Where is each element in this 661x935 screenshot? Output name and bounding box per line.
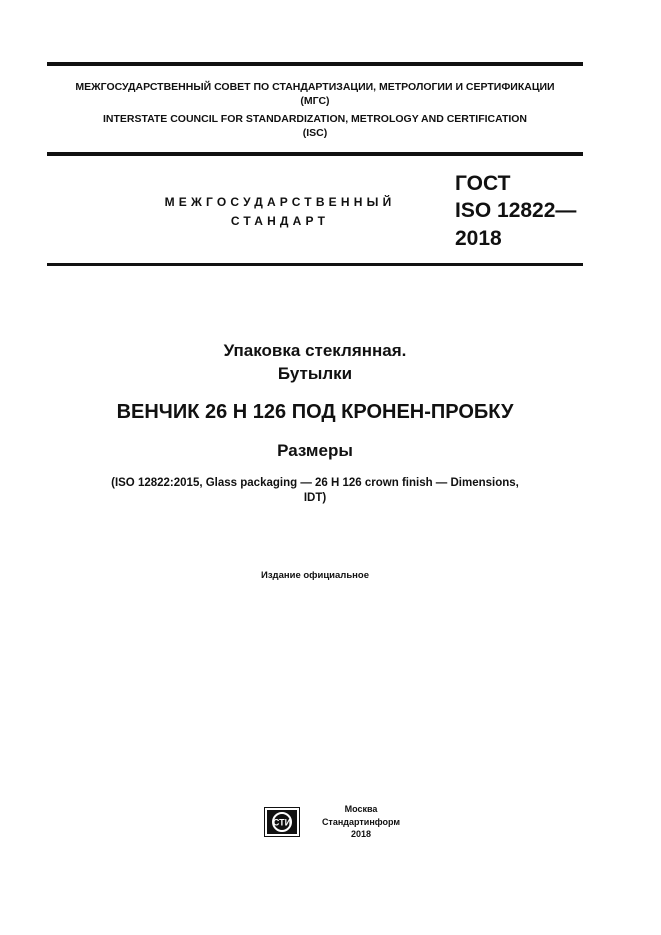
standard-type-line2: СТАНДАРТ — [230, 214, 330, 228]
gost-designation-line2: ISO 12822— — [455, 199, 577, 222]
header-rule-bottom — [47, 263, 583, 266]
council-ru-abbr: (МГС) — [300, 95, 330, 107]
title-line2: Бутылки — [277, 364, 353, 383]
title-line1: Упаковка стеклянная. — [223, 341, 407, 360]
header-rule-middle — [47, 152, 583, 156]
title-sub: Размеры — [277, 441, 353, 460]
iso-reference-line1: (ISO 12822:2015, Glass packaging — 26 H 126 crown finish — Dimensions, — [111, 477, 519, 489]
council-en-line1: INTERSTATE COUNCIL FOR STANDARDIZATION, METROLOGY AND CERTIFICATION — [102, 113, 528, 125]
standard-type-line1: МЕЖГОСУДАРСТВЕННЫЙ — [164, 195, 396, 209]
gost-designation-line1: ГОСТ — [455, 172, 511, 195]
council-ru-line1: МЕЖГОСУДАРСТВЕННЫЙ СОВЕТ ПО СТАНДАРТИЗАЦИИ, МЕТРОЛОГИИ И СЕРТИФИКАЦИИ — [75, 81, 555, 93]
title-main: ВЕНЧИК 26 Н 126 ПОД КРОНЕН-ПРОБКУ — [116, 401, 514, 423]
publisher-block — [300, 803, 422, 841]
edition-note: Издание официальное — [261, 570, 369, 581]
svg-text:СТИ: СТИ — [272, 817, 292, 828]
iso-reference-line2: IDT) — [303, 492, 327, 504]
top-rule — [47, 62, 583, 66]
publisher-name: Стандартинформ — [321, 816, 401, 827]
council-en-abbr: (ISC) — [302, 127, 328, 139]
standartinform-logo — [264, 807, 300, 837]
publisher-city: Москва — [344, 804, 378, 814]
publisher-year: 2018 — [350, 829, 372, 839]
gost-designation-line3: 2018 — [455, 227, 502, 250]
